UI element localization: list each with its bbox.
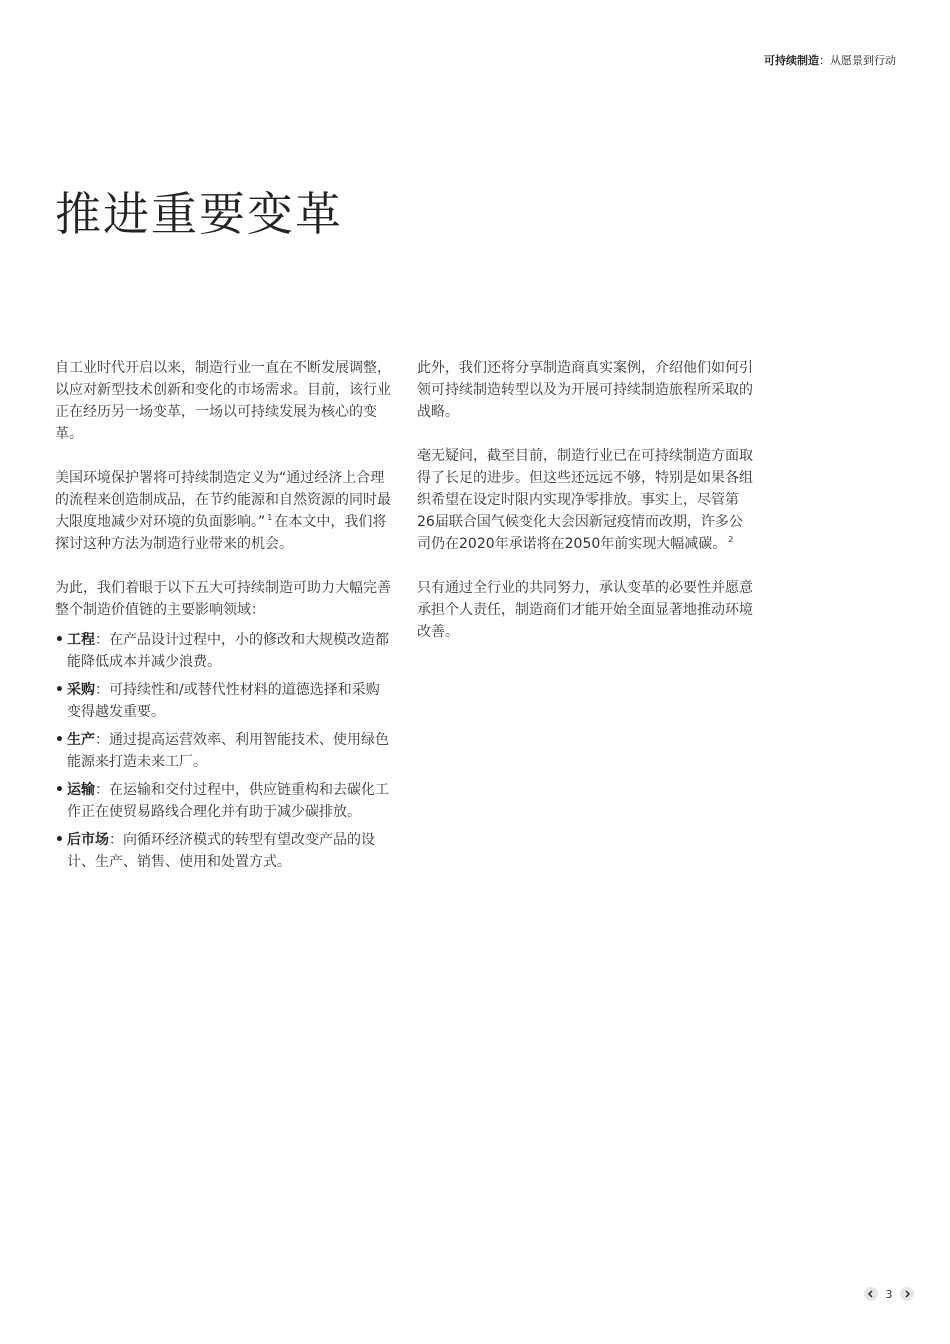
footnote-ref-2[interactable]: 2	[728, 535, 734, 544]
chevron-left-icon	[867, 1290, 875, 1298]
progress-paragraph	[417, 445, 753, 555]
focus-paragraph: 为此，我们着眼于以下五大可持续制造可助力大幅完善整个制造价值链的主要影响领域：	[55, 580, 391, 618]
left-column	[55, 357, 391, 879]
definition-text: 美国环境保护署将可持续制造定义为“通过经济上合理的流程来创造制成品，在节约能源和自然资源的同时最大限度地减少对环境的负面影响。”	[55, 470, 391, 530]
case-study-paragraph: 此外，我们还将分享制造商真实案例，介绍他们如何引领可持续制造转型以及为开展可持续制造旅程所采取的战略。	[417, 360, 753, 420]
header-subtitle: 从愿景到行动	[830, 54, 896, 67]
next-page-button[interactable]	[900, 1287, 914, 1301]
list-item-text: ：在运输和交付过程中，供应链重构和去碳化工作正在使贸易路线合理化并有助于减少碳排放。	[67, 782, 389, 820]
list-item-term: 后市场	[67, 832, 109, 848]
footnote-ref-1[interactable]: 1	[267, 513, 273, 522]
bullet-icon: •	[55, 632, 64, 648]
list-item-term: 生产	[67, 732, 95, 748]
list-item-term: 采购	[67, 682, 95, 698]
list-item	[55, 679, 391, 723]
running-header	[764, 52, 896, 68]
bullet-icon: •	[55, 682, 64, 698]
prev-page-button[interactable]	[864, 1287, 878, 1301]
conclusion-paragraph: 只有通过全行业的共同努力，承认变革的必要性并愿意承担个人责任，制造商们才能开始全面显著地推动环境改善。	[417, 580, 753, 640]
page-title: 推进重要变革	[55, 187, 343, 241]
list-item-text: ：向循环经济模式的转型有望改变产品的设计、生产、销售、使用和处置方式。	[67, 832, 375, 870]
definition-paragraph	[55, 467, 391, 555]
header-title: 可持续制造	[764, 54, 819, 67]
page-navigation	[864, 1287, 914, 1301]
chevron-right-icon	[903, 1290, 911, 1298]
page-number: 3	[885, 1287, 893, 1301]
list-item-text: ：通过提高运营效率、利用智能技术、使用绿色能源来打造未来工厂。	[67, 732, 389, 770]
intro-paragraph: 自工业时代开启以来，制造行业一直在不断发展调整，以应对新型技术创新和变化的市场需求。目前，该行业正在经历另一场变革，一场以可持续发展为核心的变革。	[55, 360, 391, 442]
list-item	[55, 779, 391, 823]
list-item	[55, 829, 391, 873]
bullet-icon: •	[55, 732, 64, 748]
list-item-text: ：可持续性和/或替代性材料的道德选择和采购变得越发重要。	[67, 682, 380, 720]
list-item	[55, 629, 391, 673]
bullet-icon: •	[55, 782, 64, 798]
right-column	[417, 357, 753, 665]
header-separator: ：	[819, 54, 830, 67]
progress-text: 毫无疑问，截至目前，制造行业已在可持续制造方面取得了长足的进步。但这些还远远不够，特别是如果各组织希望在设定时限内实现净零排放。事实上，尽管第26届联合国气候变化大会因新冠疫情而改期，许多公司仍在2020年承诺将在2050年前实现大幅减碳。	[417, 448, 753, 552]
definition-tail: 在本文中，我们将探讨这种方法为制造行业带来的机会。	[55, 514, 387, 552]
list-item-term: 工程	[67, 632, 95, 648]
impact-areas-list	[55, 629, 391, 873]
list-item-term: 运输	[67, 782, 95, 798]
list-item-text: ：在产品设计过程中，小的修改和大规模改造都能降低成本并减少浪费。	[67, 632, 389, 670]
bullet-icon: •	[55, 832, 64, 848]
list-item	[55, 729, 391, 773]
